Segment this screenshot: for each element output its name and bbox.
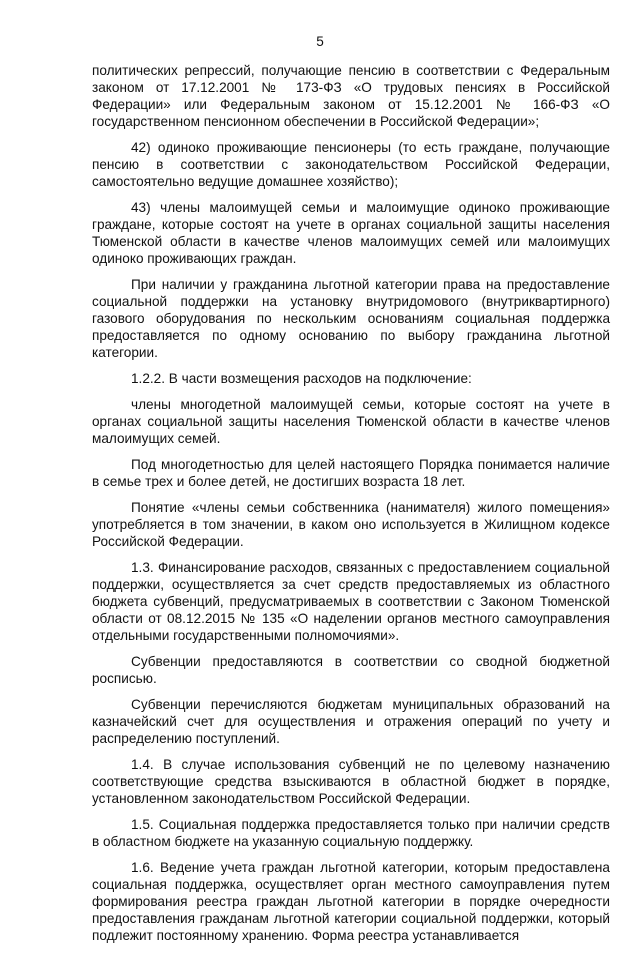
paragraph-section-1-6: 1.6. Ведение учета граждан льготной категории, которым предоставлена социальная поддержка, осуществляет орган местного самоуправления путем формирования реестра граждан льготной категории в порядке очередности предоставления гражданам льготной категории социальной поддержки, который подлежит постоянному хранению. Форма реестра устанавливается xyxy=(92,860,610,943)
paragraph-item-43: 43) члены малоимущей семьи и малоимущие одиноко проживающие граждане, которые состоят на учете в органах социальной защиты населения Тюменской области в качестве членов малоимущих семей или малоимущих одиноко проживающих граждан. xyxy=(92,200,610,266)
paragraph-section-1-4: 1.4. В случае использования субвенций не по целевому назначению соответствующие средства взыскиваются в областной бюджет в порядке, установленном законодательством Российской Федерации. xyxy=(92,757,610,806)
page-number: 5 xyxy=(316,34,324,49)
paragraph-large-families: члены многодетной малоимущей семьи, которые состоят на учете в органах социальной защиты населения Тюменской области в качестве членов малоимущих семей. xyxy=(92,397,610,446)
paragraph-large-family-definition: Под многодетностью для целей настоящего Порядка понимается наличие в семье трех и более детей, не достигших возраста 18 лет. xyxy=(92,457,610,489)
paragraph-item-42: 42) одиноко проживающие пенсионеры (то есть граждане, получающие пенсию в соответствии с законодательством Российской Федерации, самостоятельно ведущие домашнее хозяйство); xyxy=(92,140,610,189)
paragraph-continuation: политических репрессий, получающие пенсию в соответствии с Федеральным законом от 17.12.2001 № 173-ФЗ «О трудовых пенсиях в Российской Федерации» или Федеральным законом от 15.12.2001 № 166-ФЗ «О государственном пенсионном обеспечении в Российской Федерации»; xyxy=(92,63,610,129)
paragraph-subventions-transferred: Субвенции перечисляются бюджетам муниципальных образований на казначейский счет для осуществления и отражения операций по учету и распределению поступлений. xyxy=(92,697,610,746)
document-body xyxy=(92,62,610,953)
paragraph-family-members-definition: Понятие «члены семьи собственника (нанимателя) жилого помещения» употребляется в том значении, в каком оно используется в Жилищном кодексе Российской Федерации. xyxy=(92,500,610,549)
paragraph-section-1-2-2: 1.2.2. В части возмещения расходов на подключение: xyxy=(131,371,472,386)
paragraph-section-1-3: 1.3. Финансирование расходов, связанных с предоставлением социальной поддержки, осуществляется за счет средств предоставляемых из областного бюджета субвенций, предусматриваемых в соответствии с Законом Тюменской области от 08.12.2015 № 135 «О наделении органов местного самоуправления отдельными государственными полномочиями». xyxy=(92,560,610,643)
paragraph-subventions-provided: Субвенции предоставляются в соответствии со сводной бюджетной росписью. xyxy=(92,654,610,686)
paragraph-multiple-grounds: При наличии у гражданина льготной категории права на предоставление социальной поддержки на установку внутридомового (внутриквартирного) газового оборудования по нескольким основаниям социальная поддержка предоставляется по одному основанию по выбору гражданина льготной категории. xyxy=(92,277,610,360)
paragraph-section-1-5: 1.5. Социальная поддержка предоставляется только при наличии средств в областном бюджете на указанную социальную поддержку. xyxy=(92,817,610,849)
